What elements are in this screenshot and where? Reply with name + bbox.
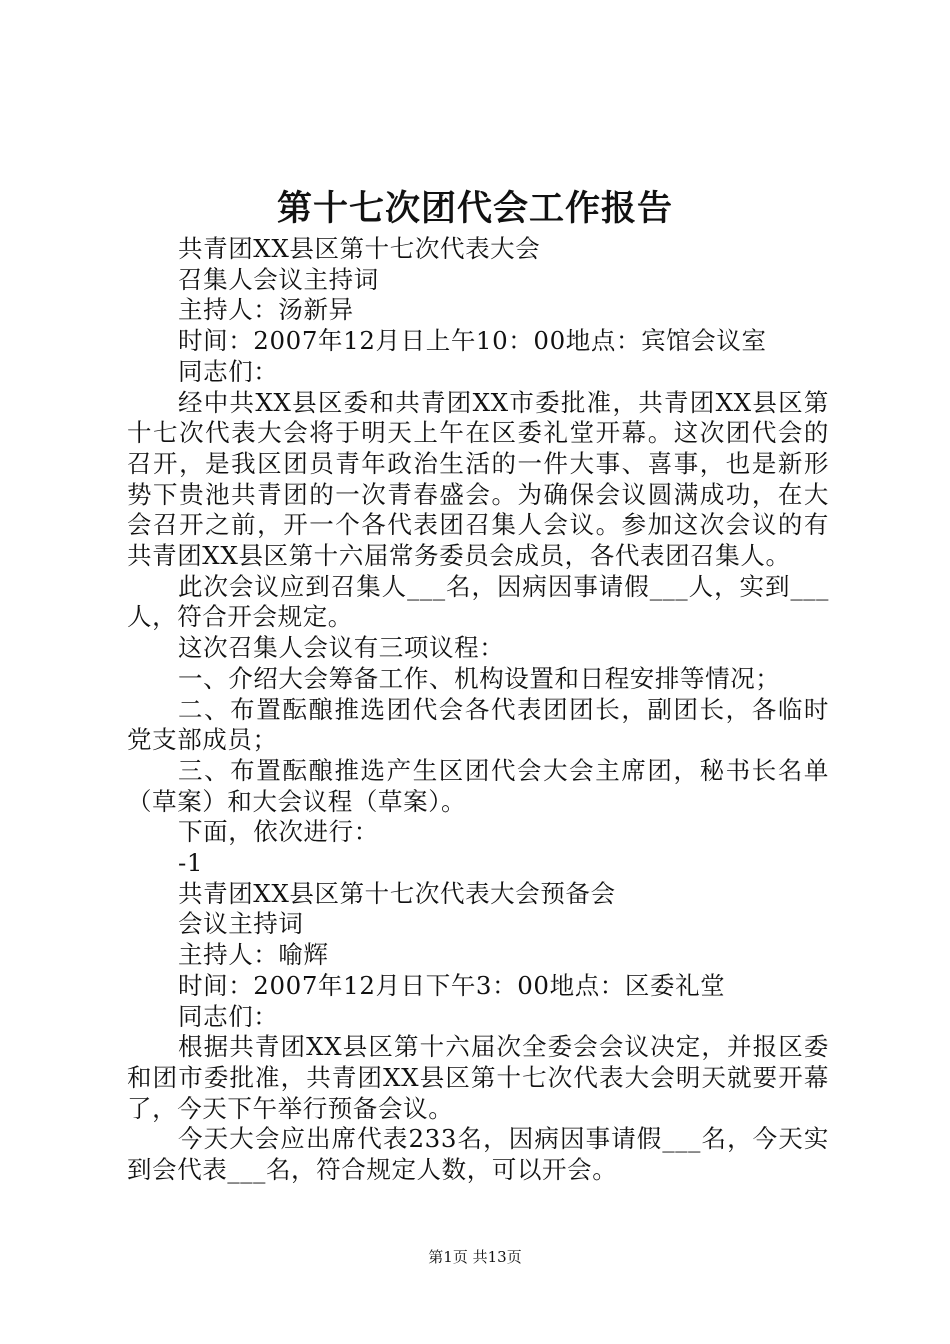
paragraph: 今天大会应出席代表233名，因病因事请假___名，今天实到会代表___名，符合规定人数，可以开会。 <box>127 1124 829 1185</box>
document-title: 第十七次团代会工作报告 <box>276 188 673 229</box>
paragraph: 同志们： <box>178 356 279 386</box>
paragraph: 根据共青团XX县区第十六届次全委会会议决定，并报区委和团市委批准，共青团XX县区第十七次代表大会明天就要开幕了，今天下午举行预备会议。 <box>127 1032 829 1123</box>
page-number-footer: 第1页 共13页 <box>428 1248 522 1266</box>
paragraph: 二、布置酝酿推选团代会各代表团团长，副团长，各临时党支部成员； <box>127 694 829 755</box>
page-marker: -1 <box>178 848 204 878</box>
paragraph: 此次会议应到召集人___名，因病因事请假___人，实到___人，符合开会规定。 <box>127 571 829 632</box>
paragraph: 一、介绍大会筹备工作、机构设置和日程安排等情况； <box>178 663 781 693</box>
paragraph: 时间：2007年12月日下午3：00地点：区委礼堂 <box>178 970 726 1000</box>
paragraph: 召集人会议主持词 <box>178 264 379 294</box>
paragraph: 共青团XX县区第十七次代表大会 <box>178 234 541 263</box>
paragraph: 这次召集人会议有三项议程： <box>178 633 505 663</box>
paragraph: 经中共XX县区委和共青团XX市委批准，共青团XX县区第十七次代表大会将于明天上午在区委礼堂开幕。这次团代会的召开，是我区团员青年政治生活的一件大事、喜事，也是新形势下贵池共青团的一次青春盛会。为确保会议圆满成功，在大会召开之前，开一个各代表团召集人会议。参加这次会议的有共青团XX县区第十六届常务委员会成员，各代表团召集人。 <box>127 387 829 571</box>
paragraph: 会议主持词 <box>178 909 304 939</box>
document-body <box>127 234 829 1186</box>
paragraph: 时间：2007年12月日上午10：00地点：宾馆会议室 <box>178 326 767 356</box>
paragraph: 三、布置酝酿推选产生区团代会大会主席团，秘书长名单（草案）和大会议程（草案）。 <box>127 755 829 816</box>
paragraph: 下面，依次进行： <box>178 817 379 847</box>
paragraph: 主持人：汤新异 <box>178 295 354 325</box>
paragraph: 共青团XX县区第十七次代表大会预备会 <box>178 878 616 908</box>
paragraph: 主持人：喻辉 <box>178 940 329 970</box>
paragraph: 同志们： <box>178 1001 279 1031</box>
